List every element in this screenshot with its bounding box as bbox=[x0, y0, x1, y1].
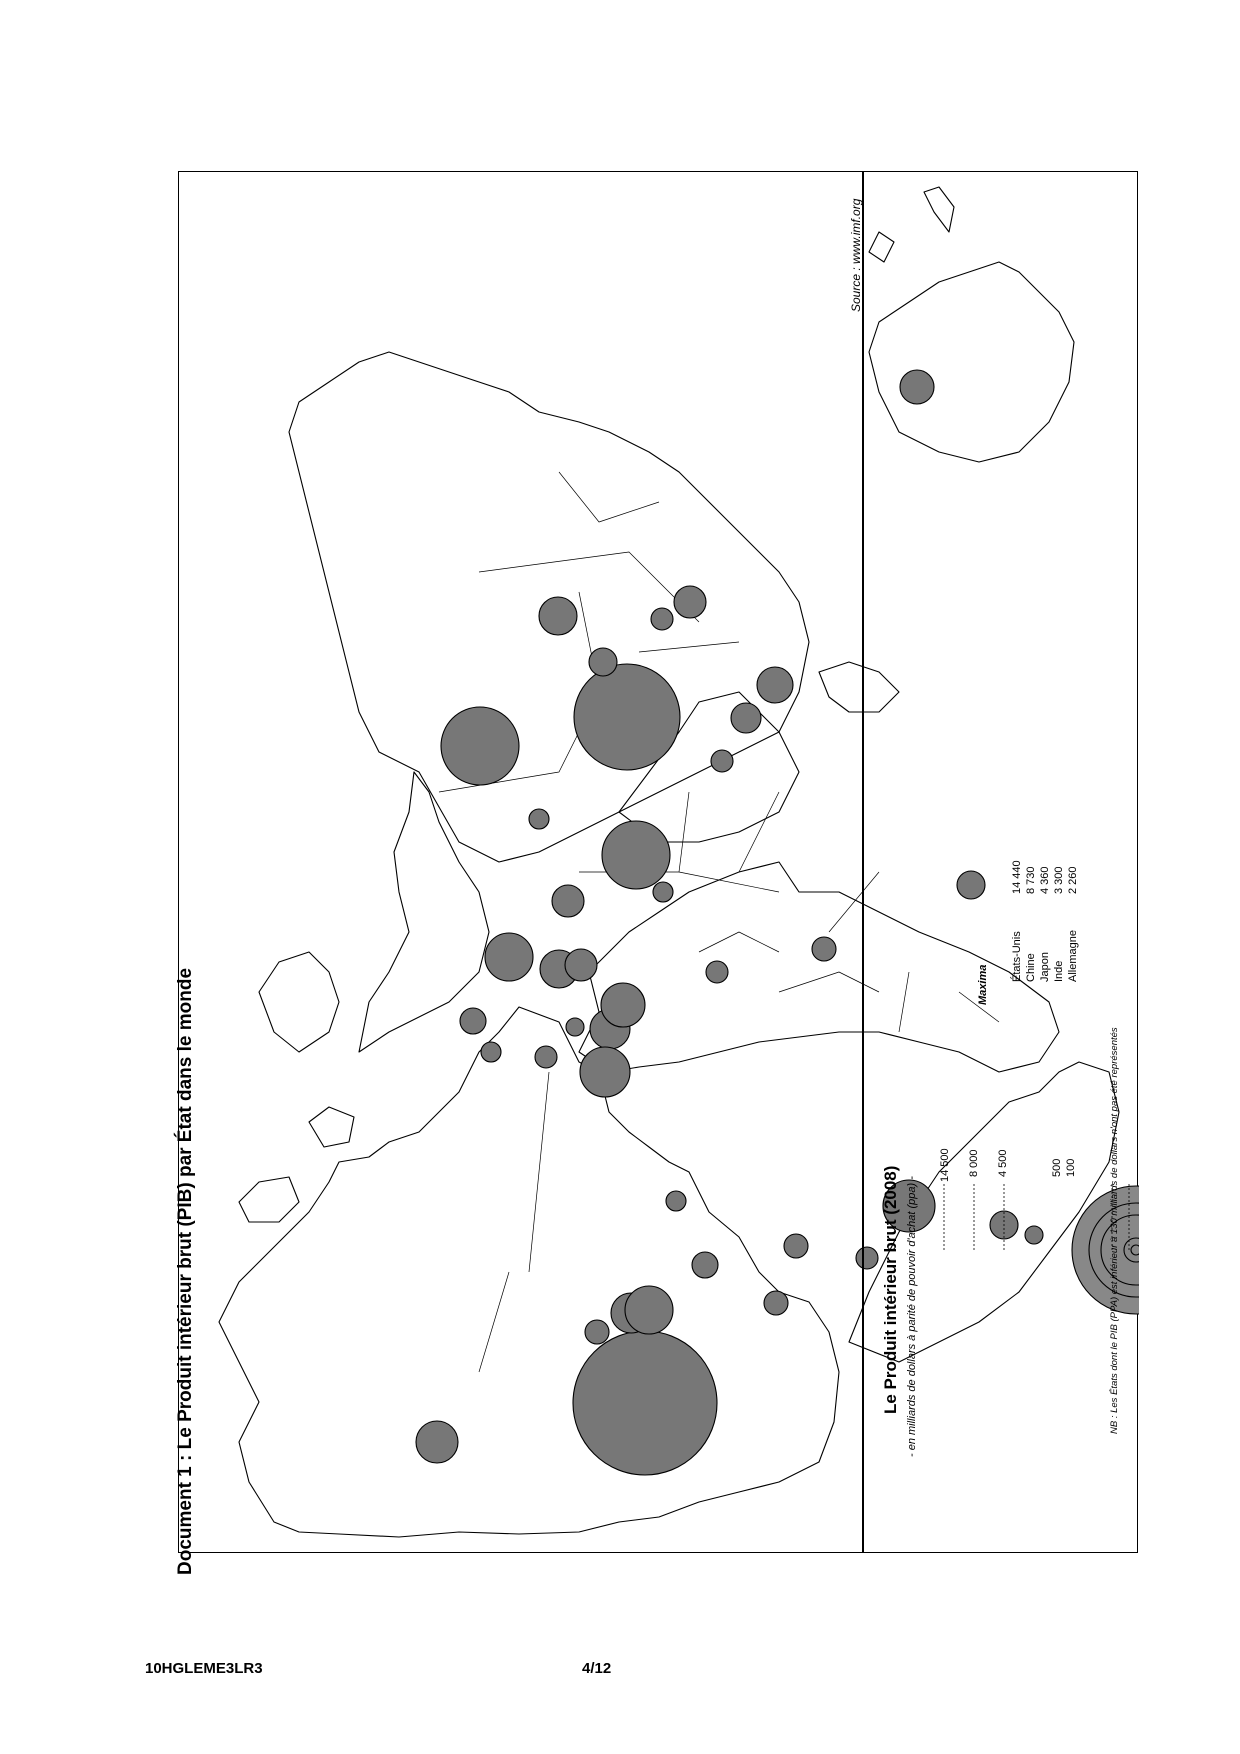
gdp-circle-thailand bbox=[674, 586, 706, 618]
maxima-country: Allemagne bbox=[1067, 930, 1079, 982]
gdp-circle-peru bbox=[856, 1247, 878, 1269]
gdp-circle-algeria bbox=[706, 961, 728, 983]
legend-scale-label-500: 500 bbox=[1051, 1158, 1063, 1177]
gdp-circle-spain bbox=[565, 949, 597, 981]
madagascar-outline bbox=[819, 662, 899, 712]
gdp-circle-netherlands bbox=[535, 1046, 557, 1068]
gdp-circle-taiwan bbox=[589, 648, 617, 676]
legend-scale-label-8000: 8 000 bbox=[968, 1149, 980, 1177]
canadian-islands bbox=[239, 1107, 354, 1222]
maxima-title: Maxima bbox=[977, 964, 989, 1005]
gdp-circle-italy bbox=[601, 983, 645, 1027]
legend-note: NB : Les États dont le PIB (PPA) est inférieur à 130 milliards de dollars n'ont pas été représentés bbox=[1109, 1027, 1120, 1434]
gdp-circle-indonesia bbox=[757, 667, 793, 703]
footer-code: 10HGLEME3LR3 bbox=[145, 1660, 263, 1677]
legend-scale-label-100: 100 bbox=[1065, 1158, 1077, 1177]
gdp-circle-malaysia bbox=[731, 703, 761, 733]
map-frame bbox=[178, 171, 1138, 1553]
maxima-value: 2 260 bbox=[1067, 866, 1079, 894]
gdp-circle-egypt bbox=[653, 882, 673, 902]
maxima-value: 4 360 bbox=[1039, 866, 1051, 894]
gdp-circle-belgium bbox=[566, 1018, 584, 1036]
gdp-circle-south-africa bbox=[957, 871, 985, 899]
gdp-circle-saudi bbox=[666, 1191, 686, 1211]
australia-outline bbox=[869, 262, 1074, 462]
gdp-circle-china bbox=[574, 664, 680, 770]
gdp-circle-australia bbox=[900, 370, 934, 404]
maxima-value: 3 300 bbox=[1053, 866, 1065, 894]
legend-subtitle: - en milliards de dollars à parité de pouvoir d'achat (ppa) - bbox=[906, 1176, 918, 1457]
gdp-circle-nigeria bbox=[812, 937, 836, 961]
gdp-circle-russia bbox=[441, 707, 519, 785]
gdp-circle-mexico bbox=[625, 1286, 673, 1334]
document-title: Document 1 : Le Produit intérieur brut (PIB) par État dans le monde bbox=[175, 967, 196, 1575]
gdp-circle-colombia bbox=[784, 1234, 808, 1258]
maxima-country: Chine bbox=[1025, 953, 1037, 982]
legend-title: Le Produit intérieur brut (2008) bbox=[881, 1165, 900, 1414]
gdp-circle-chile bbox=[1025, 1226, 1043, 1244]
gdp-circle-venezuela bbox=[764, 1291, 788, 1315]
gdp-circle-usa bbox=[573, 1331, 717, 1475]
gdp-circle-france bbox=[580, 1047, 630, 1097]
gdp-circle-india bbox=[602, 821, 670, 889]
gdp-circle-uk bbox=[585, 1320, 609, 1344]
maxima-value: 8 730 bbox=[1025, 866, 1037, 894]
gdp-circle-turkey bbox=[692, 1252, 718, 1278]
maxima-country: États-Unis bbox=[1011, 931, 1023, 982]
gdp-circle-japan bbox=[416, 1421, 458, 1463]
greenland-outline bbox=[259, 952, 339, 1052]
maxima-value: 14 440 bbox=[1011, 860, 1023, 894]
maxima-country: Japon bbox=[1039, 952, 1051, 982]
maxima-country: Inde bbox=[1053, 960, 1065, 982]
gdp-circle-romania bbox=[481, 1042, 501, 1062]
gdp-circle-ukraine bbox=[552, 885, 584, 917]
world-map bbox=[179, 172, 1139, 1554]
footer-page-number: 4/12 bbox=[582, 1660, 612, 1677]
legend-scale-label-14500: 14 500 bbox=[939, 1148, 951, 1182]
new-zealand-outline bbox=[869, 187, 954, 262]
legend-divider bbox=[862, 172, 864, 1552]
legend-circle-100 bbox=[1131, 1245, 1139, 1255]
legend-scale-label-4500: 4 500 bbox=[997, 1149, 1009, 1177]
gdp-circle-poland bbox=[485, 933, 533, 981]
gdp-circle-philippines bbox=[651, 608, 673, 630]
gdp-circle-pakistan bbox=[529, 809, 549, 829]
map-source: Source : www.imf.org bbox=[849, 198, 863, 312]
gdp-circle-korea bbox=[539, 597, 577, 635]
gdp-circle-vietnam bbox=[711, 750, 733, 772]
gdp-circle-sweden bbox=[460, 1008, 486, 1034]
